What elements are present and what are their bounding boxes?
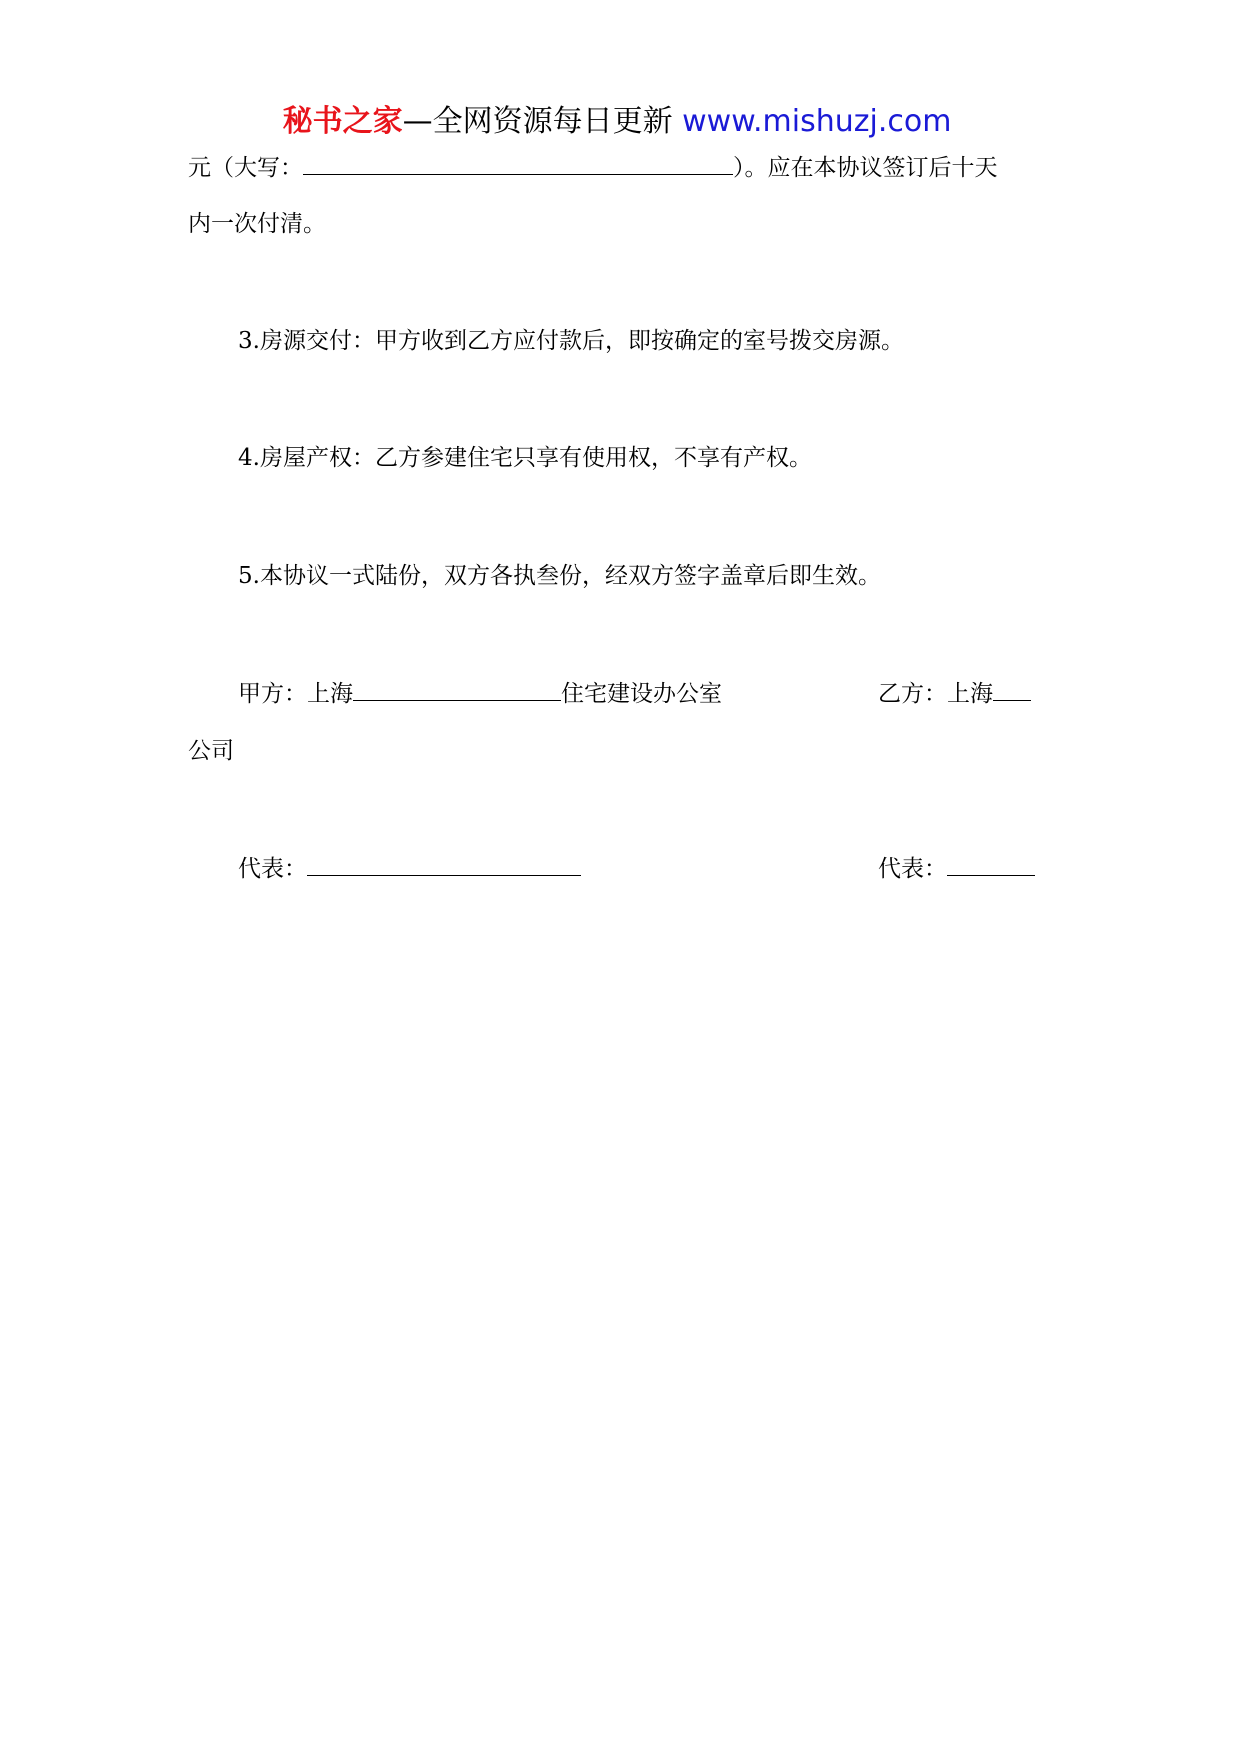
clause-3: 3.房源交付：甲方收到乙方应付款后，即按确定的室号拨交房源。 <box>238 328 904 354</box>
header-brand: 秘书之家 <box>282 104 403 139</box>
rep-b-blank <box>947 853 1035 876</box>
payment-line <box>188 152 998 183</box>
party-b-line <box>878 678 1031 709</box>
party-a-line <box>238 678 722 709</box>
party-b-prefix: 乙方：上海 <box>878 681 993 707</box>
header-url[interactable]: www.mishuzj.com <box>682 104 952 139</box>
rep-a-line <box>238 853 581 884</box>
payment-line-continued: 内一次付清。 <box>188 211 326 237</box>
amount-in-words-blank <box>303 152 733 175</box>
rep-a-label: 代表： <box>238 856 307 882</box>
payment-line-suffix: ）。应在本协议签订后十天 <box>733 155 998 181</box>
header-tagline: —全网资源每日更新 <box>402 104 673 139</box>
rep-b-label: 代表： <box>878 856 947 882</box>
party-b-suffix: 公司 <box>188 738 234 764</box>
clause-5: 5.本协议一式陆份，双方各执叁份，经双方签字盖章后即生效。 <box>238 563 881 589</box>
party-a-prefix: 甲方：上海 <box>238 681 353 707</box>
payment-line-prefix: 元（大写： <box>188 155 303 181</box>
page-header <box>0 102 1234 142</box>
rep-b-line <box>878 853 1035 884</box>
rep-a-blank <box>307 853 581 876</box>
party-b-blank <box>993 678 1031 701</box>
party-a-suffix: 住宅建设办公室 <box>561 681 722 707</box>
clause-4: 4.房屋产权：乙方参建住宅只享有使用权，不享有产权。 <box>238 445 812 471</box>
party-a-blank <box>353 678 561 701</box>
